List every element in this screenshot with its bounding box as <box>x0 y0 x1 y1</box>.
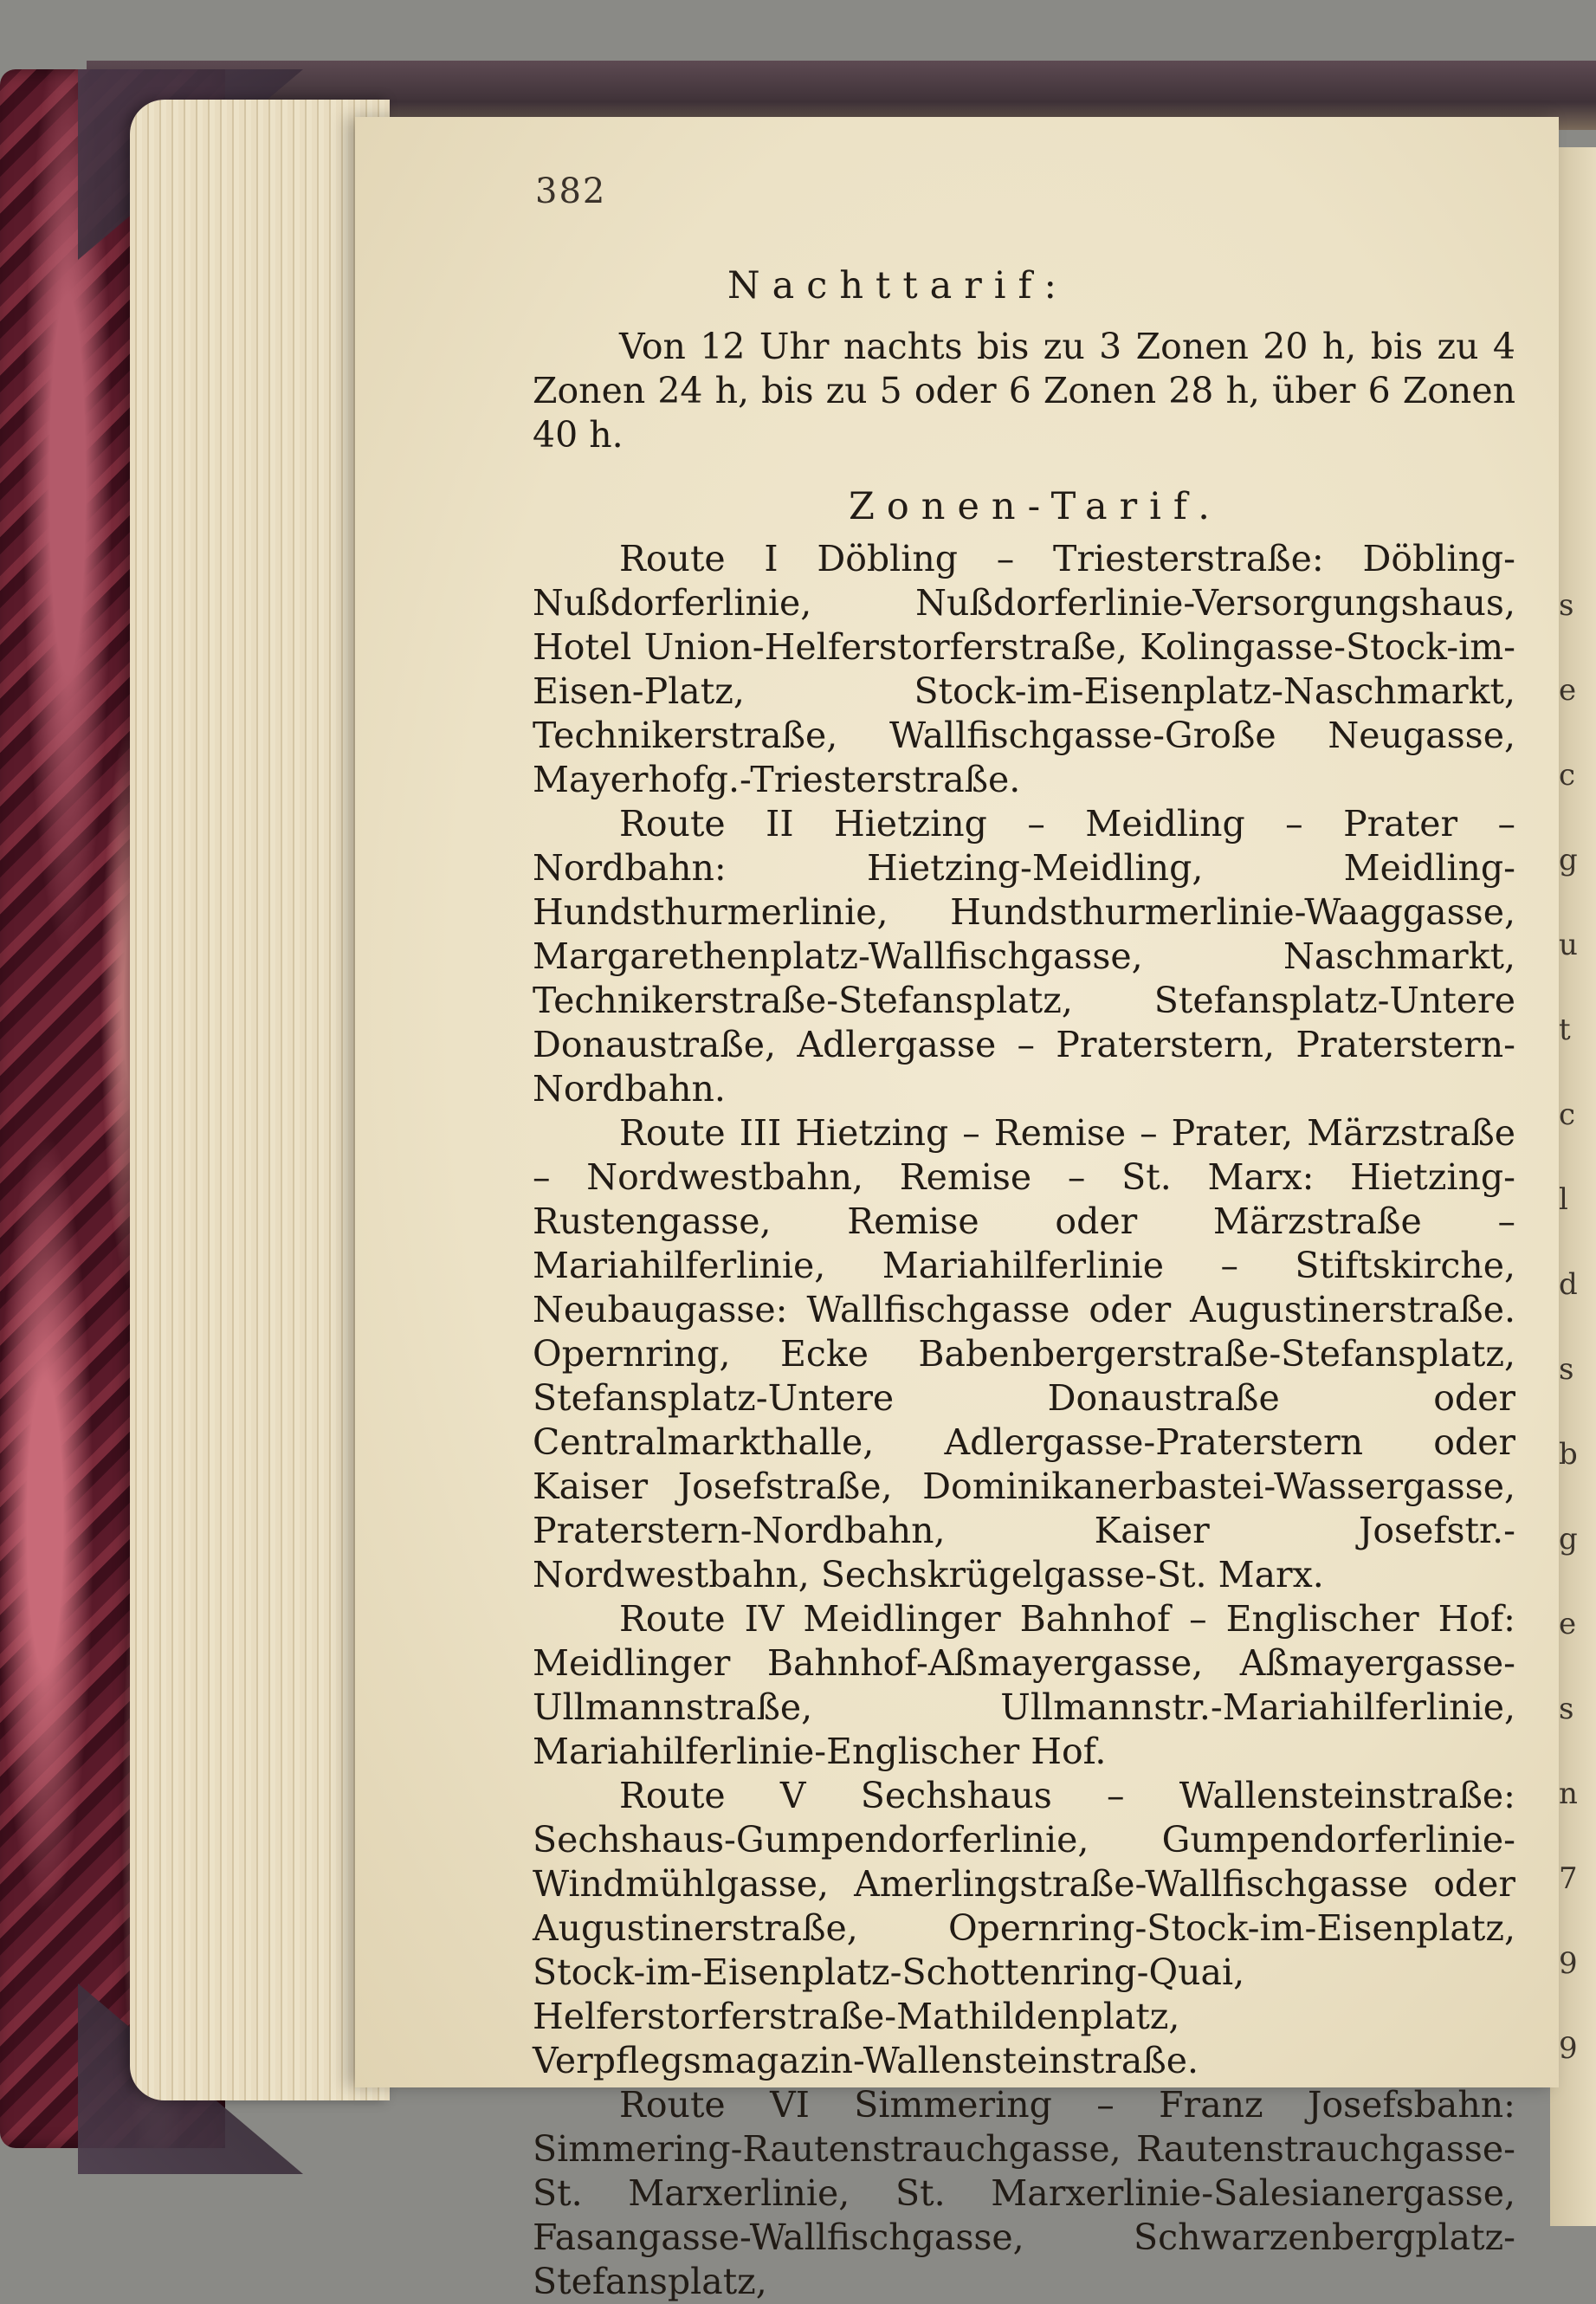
page-number: 382 <box>535 172 607 211</box>
margin-char: l <box>1559 1182 1568 1217</box>
route-paragraph-6: Route VI Simmering – Franz Josefsbahn: Simmering-Rautenstrauchgasse, Rautenstrauchgasse-St. Marxerlinie, St. Marxerlinie-Salesianergasse, Fasangasse-Wallfischgasse, Schwarzenbergplatz-Stefansplatz, <box>533 2084 1515 2302</box>
margin-char: 9 <box>1559 2031 1578 2066</box>
margin-char: c <box>1559 758 1576 793</box>
margin-char: e <box>1559 673 1577 708</box>
margin-char: 7 <box>1559 1861 1578 1896</box>
heading-night-tariff: Nachttarif: <box>727 264 1069 307</box>
facing-page-margin-text <box>1559 563 1593 2091</box>
margin-char: c <box>1559 1097 1576 1132</box>
margin-char: u <box>1559 928 1578 962</box>
margin-char: g <box>1559 1522 1578 1556</box>
margin-char: g <box>1559 843 1578 877</box>
margin-char: e <box>1559 1607 1577 1641</box>
route-paragraph-3: Route III Hietzing – Remise – Prater, Märzstraße – Nordwestbahn, Remise – St. Marx: Hietzing-Rustengasse, Remise oder Märzstraße – Mariahilferlinie, Mariahilferlinie – Stiftskirche, Neubaugasse: Wallfischgasse oder Augustinerstraße. Opernring, Ecke Babenbergerstraße-Stefansplatz, Stefansplatz-Untere Donaustraße oder Centralmarkthalle, Adlergasse-Praterstern oder Kaiser Josefstraße, Dominikanerbastei-Wassergasse, Praterstern-Nordbahn, Kaiser Josefstr.-Nordwestbahn, Sechskrügelgasse-St. Marx. <box>533 1112 1515 1595</box>
margin-char: 9 <box>1559 1946 1578 1981</box>
margin-char: n <box>1559 1777 1578 1811</box>
route-paragraph-1: Route I Döbling – Triesterstraße: Döbling-Nußdorferlinie, Nußdorferlinie-Versorgungshaus, Hotel Union-Helferstorferstraße, Kolingasse-Stock-im-Eisen-Platz, Stock-im-Eisenplatz-Naschmarkt, Technikerstraße, Wallfischgasse-Große Neugasse, Mayerhofg.-Triesterstraße. <box>533 538 1515 800</box>
margin-char: s <box>1559 1352 1574 1387</box>
margin-char: s <box>1559 1692 1574 1726</box>
margin-char: t <box>1559 1013 1571 1047</box>
margin-char: d <box>1559 1267 1578 1302</box>
heading-zone-tariff: Zonen-Tarif. <box>849 485 1222 528</box>
margin-char: b <box>1559 1437 1578 1472</box>
page-stack-edge <box>130 100 390 2100</box>
night-tariff-text: Von 12 Uhr nachts bis zu 3 Zonen 20 h, bis zu 4 Zonen 24 h, bis zu 5 oder 6 Zonen 28 h, über 6 Zonen 40 h. <box>533 326 1515 456</box>
route-paragraph-4: Route IV Meidlinger Bahnhof – Englischer Hof: Meidlinger Bahnhof-Aßmayergasse, Aßmayergasse-Ullmannstraße, Ullmannstr.-Mariahilferlinie, Mariahilferlinie-Englischer Hof. <box>533 1598 1515 1772</box>
route-paragraph-5: Route V Sechshaus – Wallensteinstraße: Sechshaus-Gumpendorferlinie, Gumpendorferlinie-Windmühlgasse, Amerlingstraße-Wallfischgasse oder Augustinerstraße, Opernring-Stock-im-Eisenplatz, Stock-im-Eisenplatz-Schottenring-Quai, Helferstorferstraße-Mathildenplatz, Verpflegsmagazin-Wallensteinstraße. <box>533 1775 1515 2081</box>
routes-list <box>533 537 1515 2304</box>
margin-char: s <box>1559 588 1574 623</box>
route-paragraph-2: Route II Hietzing – Meidling – Prater – Nordbahn: Hietzing-Meidling, Meidling-Hundsthurmerlinie, Hundsthurmerlinie-Waaggasse, Margarethenplatz-Wallfischgasse, Naschmarkt, Technikerstraße-Stefansplatz, Stefansplatz-Untere Donaustraße, Adlergasse – Praterstern, Praterstern-Nordbahn. <box>533 803 1515 1110</box>
